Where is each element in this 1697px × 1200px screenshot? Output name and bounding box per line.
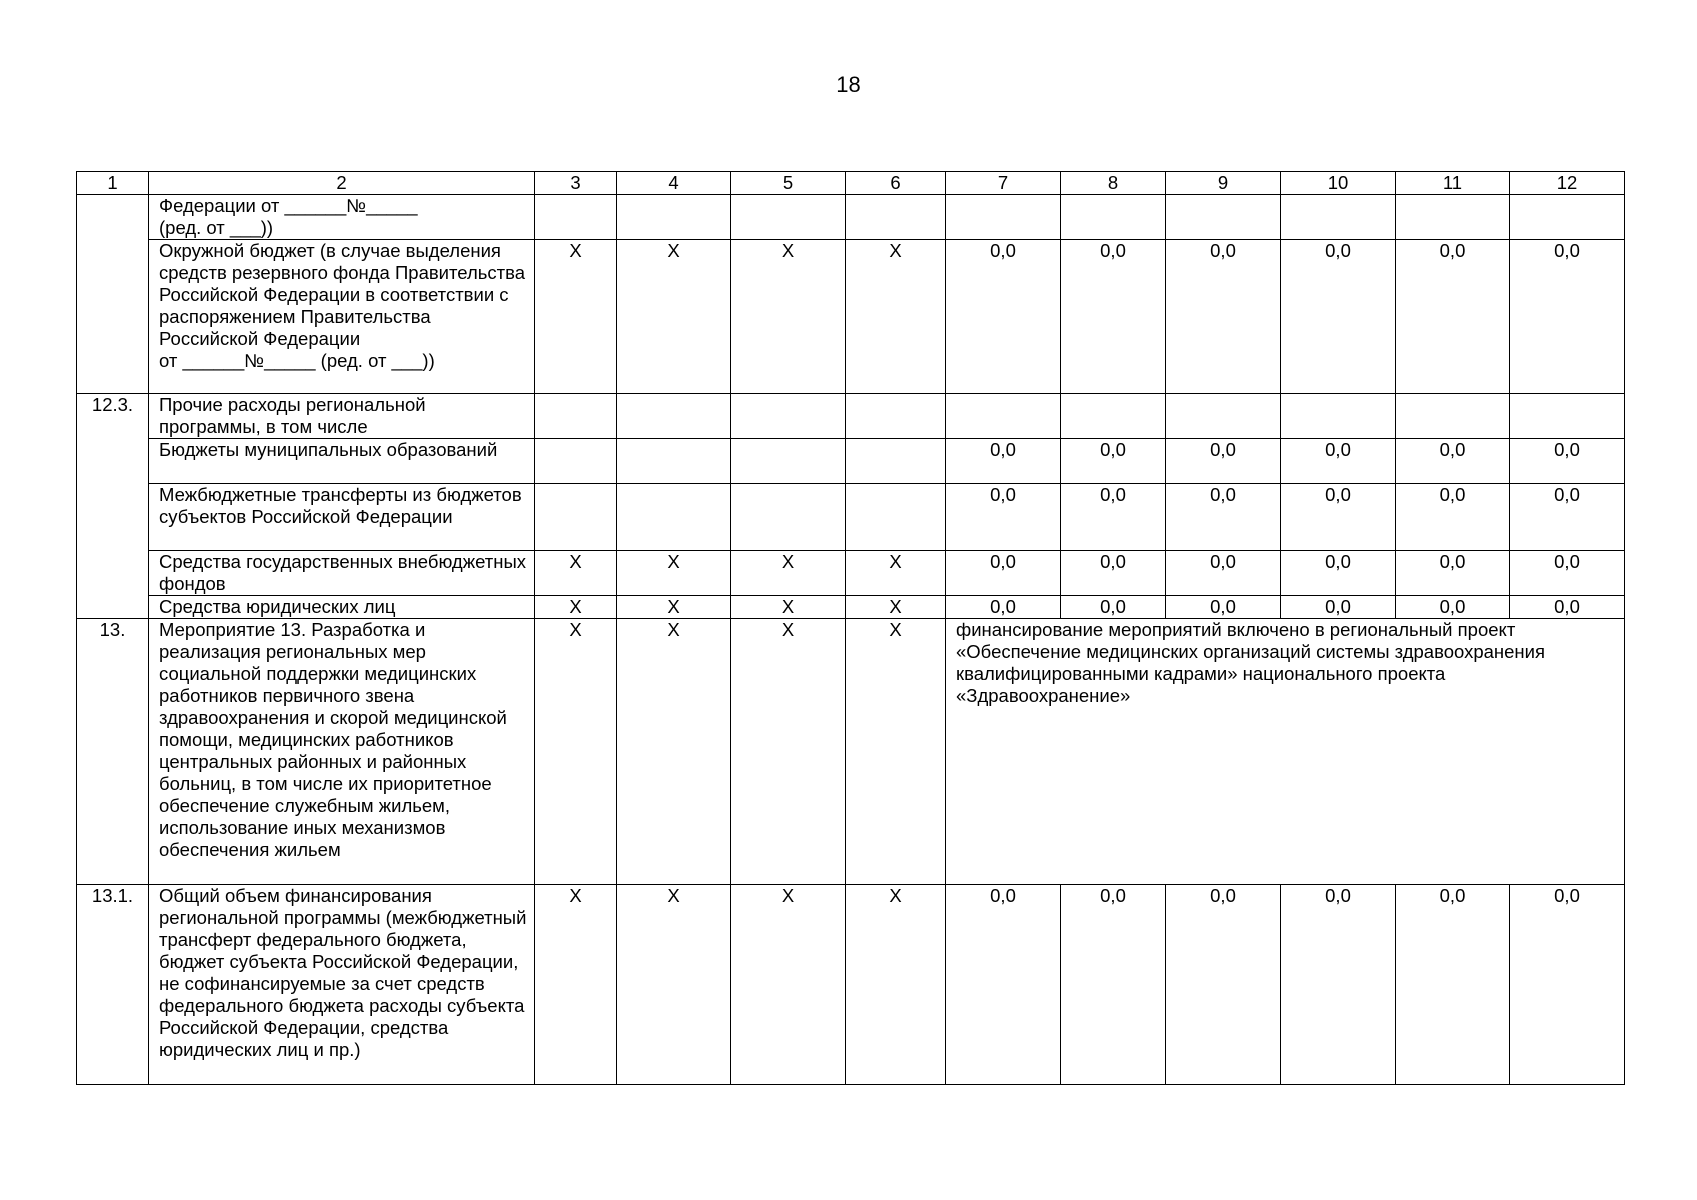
value-cell: X bbox=[617, 240, 731, 394]
value-cell: 0,0 bbox=[1166, 240, 1281, 394]
value-cell: 0,0 bbox=[946, 240, 1061, 394]
header-cell: 6 bbox=[846, 172, 946, 195]
header-row bbox=[77, 172, 1625, 195]
value-cell: X bbox=[617, 885, 731, 1085]
value-cell bbox=[1281, 394, 1396, 439]
value-cell: X bbox=[617, 551, 731, 596]
value-cell: 0,0 bbox=[1061, 551, 1166, 596]
row-description: Межбюджетные трансферты из бюджетов субъектов Российской Федерации bbox=[149, 484, 535, 551]
value-cell: 0,0 bbox=[1061, 439, 1166, 484]
header-cell: 3 bbox=[535, 172, 617, 195]
value-cell: 0,0 bbox=[1510, 240, 1625, 394]
value-cell: 0,0 bbox=[1396, 885, 1510, 1085]
value-cell: 0,0 bbox=[1510, 551, 1625, 596]
value-cell: 0,0 bbox=[1281, 885, 1396, 1085]
value-cell: 0,0 bbox=[946, 596, 1061, 619]
value-cell: 0,0 bbox=[1281, 551, 1396, 596]
header-cell: 8 bbox=[1061, 172, 1166, 195]
header-cell: 1 bbox=[77, 172, 149, 195]
row-number: 13.1. bbox=[77, 885, 149, 1085]
value-cell bbox=[1281, 195, 1396, 240]
value-cell bbox=[846, 195, 946, 240]
table-row bbox=[77, 439, 1625, 484]
value-cell: 0,0 bbox=[1166, 484, 1281, 551]
value-cell bbox=[846, 394, 946, 439]
value-cell bbox=[1396, 394, 1510, 439]
table-row bbox=[77, 551, 1625, 596]
financing-table bbox=[76, 171, 1625, 1085]
value-cell: 0,0 bbox=[1281, 240, 1396, 394]
header-cell: 11 bbox=[1396, 172, 1510, 195]
row-number: 13. bbox=[77, 619, 149, 885]
row-number bbox=[77, 195, 149, 394]
value-cell: 0,0 bbox=[1166, 551, 1281, 596]
value-cell bbox=[535, 439, 617, 484]
value-cell: 0,0 bbox=[1396, 484, 1510, 551]
value-cell: 0,0 bbox=[1061, 596, 1166, 619]
value-cell: 0,0 bbox=[1061, 885, 1166, 1085]
value-cell: X bbox=[535, 551, 617, 596]
value-cell: 0,0 bbox=[946, 885, 1061, 1085]
value-cell bbox=[731, 439, 846, 484]
value-cell bbox=[1396, 195, 1510, 240]
value-cell bbox=[617, 195, 731, 240]
value-cell: X bbox=[846, 551, 946, 596]
value-cell bbox=[535, 484, 617, 551]
value-cell: X bbox=[731, 885, 846, 1085]
value-cell: 0,0 bbox=[1396, 240, 1510, 394]
value-cell bbox=[846, 439, 946, 484]
value-cell: X bbox=[731, 619, 846, 885]
value-cell bbox=[617, 439, 731, 484]
value-cell bbox=[1510, 195, 1625, 240]
table-row bbox=[77, 484, 1625, 551]
table-row bbox=[77, 596, 1625, 619]
value-cell: 0,0 bbox=[1166, 439, 1281, 484]
value-cell: X bbox=[731, 240, 846, 394]
value-cell: 0,0 bbox=[1510, 484, 1625, 551]
value-cell: X bbox=[535, 240, 617, 394]
value-cell: 0,0 bbox=[1396, 439, 1510, 484]
value-cell: 0,0 bbox=[946, 484, 1061, 551]
row-description: Общий объем финансирования региональной программы (межбюджетный трансферт федерального бюджета, бюджет субъекта Российской Федерации, не софинансируемые за счет средств федерального бюджета расходы субъекта Российской Федерации, средства юридических лиц и пр.) bbox=[149, 885, 535, 1085]
row-description: Прочие расходы региональной программы, в том числе bbox=[149, 394, 535, 439]
value-cell: 0,0 bbox=[1281, 596, 1396, 619]
row-description: Средства государственных внебюджетных фондов bbox=[149, 551, 535, 596]
row-description: Мероприятие 13. Разработка и реализация региональных мер социальной поддержки медицинских работников первичного звена здравоохранения и скорой медицинской помощи, медицинских работников центральных районных и районных больниц, в том числе их приоритетное обеспечение служебным жильем, использование иных механизмов обеспечения жильем bbox=[149, 619, 535, 885]
row-description: Бюджеты муниципальных образований bbox=[149, 439, 535, 484]
value-cell: 0,0 bbox=[1396, 551, 1510, 596]
value-cell: X bbox=[846, 619, 946, 885]
value-cell: 0,0 bbox=[1396, 596, 1510, 619]
value-cell: X bbox=[617, 596, 731, 619]
value-cell bbox=[1166, 394, 1281, 439]
value-cell: 0,0 bbox=[946, 439, 1061, 484]
header-cell: 4 bbox=[617, 172, 731, 195]
value-cell bbox=[946, 195, 1061, 240]
value-cell: 0,0 bbox=[1510, 885, 1625, 1085]
table-row bbox=[77, 885, 1625, 1085]
value-cell: X bbox=[731, 551, 846, 596]
value-cell bbox=[1166, 195, 1281, 240]
value-cell bbox=[946, 394, 1061, 439]
header-cell: 10 bbox=[1281, 172, 1396, 195]
table-row bbox=[77, 195, 1625, 240]
value-cell bbox=[731, 394, 846, 439]
value-cell: 0,0 bbox=[946, 551, 1061, 596]
table-row bbox=[77, 240, 1625, 394]
table-row bbox=[77, 619, 1625, 885]
table-row bbox=[77, 394, 1625, 439]
value-cell: 0,0 bbox=[1166, 885, 1281, 1085]
value-cell bbox=[1510, 394, 1625, 439]
row-description: Федерации от ______№_____ (ред. от ___)) bbox=[149, 195, 535, 240]
value-cell bbox=[617, 484, 731, 551]
value-cell: 0,0 bbox=[1510, 439, 1625, 484]
value-cell bbox=[535, 195, 617, 240]
header-cell: 7 bbox=[946, 172, 1061, 195]
row-number: 12.3. bbox=[77, 394, 149, 619]
value-cell bbox=[1061, 195, 1166, 240]
value-cell: 0,0 bbox=[1510, 596, 1625, 619]
page-number: 18 bbox=[836, 72, 861, 97]
header-cell: 12 bbox=[1510, 172, 1625, 195]
value-cell bbox=[617, 394, 731, 439]
value-cell bbox=[1061, 394, 1166, 439]
value-cell bbox=[731, 484, 846, 551]
value-cell: 0,0 bbox=[1166, 596, 1281, 619]
value-cell: X bbox=[535, 885, 617, 1085]
value-cell: X bbox=[535, 619, 617, 885]
value-cell: X bbox=[731, 596, 846, 619]
header-cell: 5 bbox=[731, 172, 846, 195]
value-cell bbox=[535, 394, 617, 439]
row-description: Средства юридических лиц bbox=[149, 596, 535, 619]
financing-note: финансирование мероприятий включено в региональный проект «Обеспечение медицинских организаций системы здравоохранения квалифицированными кадрами» национального проекта «Здравоохранение» bbox=[946, 619, 1625, 885]
value-cell: X bbox=[846, 596, 946, 619]
value-cell bbox=[846, 484, 946, 551]
value-cell: 0,0 bbox=[1281, 439, 1396, 484]
header-cell: 2 bbox=[149, 172, 535, 195]
value-cell: X bbox=[846, 885, 946, 1085]
value-cell bbox=[731, 195, 846, 240]
value-cell: 0,0 bbox=[1061, 240, 1166, 394]
header-cell: 9 bbox=[1166, 172, 1281, 195]
row-description: Окружной бюджет (в случае выделения средств резервного фонда Правительства Российской Федерации в соответствии с распоряжением Правительства Российской Федерации от ______№_____ (ред. от ___)) bbox=[149, 240, 535, 394]
value-cell: 0,0 bbox=[1281, 484, 1396, 551]
value-cell: X bbox=[617, 619, 731, 885]
value-cell: 0,0 bbox=[1061, 484, 1166, 551]
value-cell: X bbox=[846, 240, 946, 394]
value-cell: X bbox=[535, 596, 617, 619]
